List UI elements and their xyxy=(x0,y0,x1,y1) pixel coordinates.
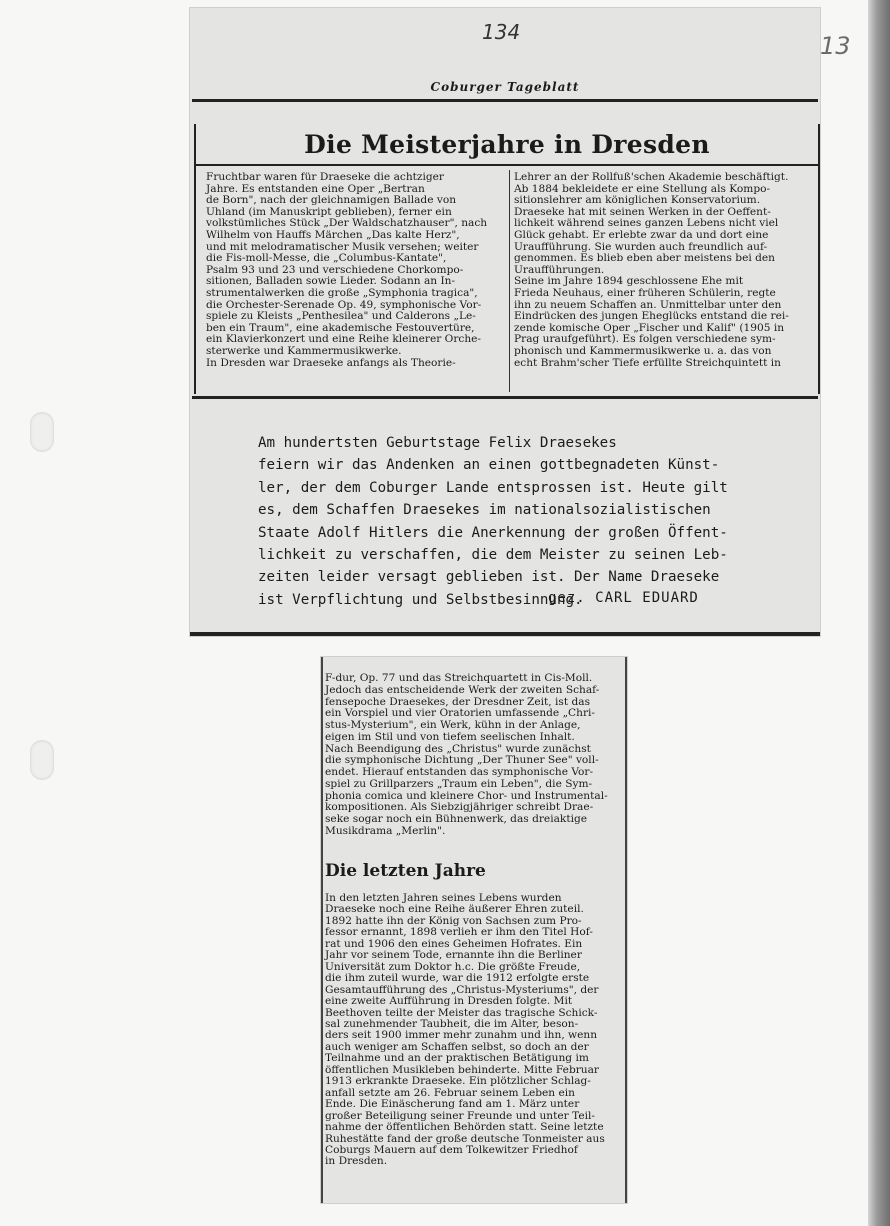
text-line: ein Vorspiel und vier Oratorien umfassende „Chri- xyxy=(325,707,596,720)
text-line: Glück gehabt. Er erlebte zwar da und dort eine xyxy=(514,228,769,241)
text-line: Staate Adolf Hitlers die Anerkennung der großen Öffent- xyxy=(258,524,728,541)
text-line: de Born", nach der gleichnamigen Ballade von xyxy=(206,194,457,207)
text-line: rat und 1906 den eines Geheimen Hofrates. Ein xyxy=(325,937,583,950)
headline-rule xyxy=(196,164,818,166)
text-line: Draeseke hat mit seinen Werken in der Oeffent- xyxy=(514,205,771,218)
masthead-rule xyxy=(192,99,818,102)
text-line: Lehrer an der Rollfuß'schen Akademie beschäftigt. xyxy=(514,171,789,183)
signature-line: gez. CARL EDUARD xyxy=(548,590,699,606)
text-line: eigen im Stil und von tiefem seelischen Inhalt. xyxy=(325,730,575,743)
text-line: Jahr vor seinem Tode, ernannte ihn die Berliner xyxy=(325,949,582,962)
clipping-left-edge xyxy=(321,657,323,1203)
text-line: ler, der dem Coburger Lande entsprossen ist. Heute gilt xyxy=(258,479,728,496)
text-line: Prag uraufgeführt). Es folgen verschiedene sym- xyxy=(514,333,776,346)
text-line: seke sogar noch ein Bühnenwerk, das dreiaktige xyxy=(325,813,588,825)
column-separator xyxy=(509,170,510,392)
text-line: strumentalwerken die große „Symphonia tragica", xyxy=(206,286,478,299)
text-line: öffentlichen Musikleben behinderte. Mitte Februar xyxy=(325,1063,599,1076)
text-line: die Orchester-Serenade Op. 49, symphonische Vor- xyxy=(206,298,482,311)
text-line: sal zunehmender Taubheit, die im Alter, beson- xyxy=(325,1017,579,1030)
text-line: F-dur, Op. 77 und das Streichquartett in Cis-Moll. xyxy=(325,672,593,684)
text-line: In den letzten Jahren seines Lebens wurden xyxy=(325,892,562,904)
punch-hole-bottom xyxy=(30,740,54,780)
text-line: volkstümliches Stück „Der Waldschatzhauser", nach xyxy=(206,217,488,230)
text-line: endet. Hierauf entstanden das symphonische Vor- xyxy=(325,766,594,778)
text-line: und mit melodramatischer Musik versehen; weiter xyxy=(206,240,479,253)
text-line: kompositionen. Als Siebzigjähriger schreibt Drae- xyxy=(325,801,594,814)
text-line: Fruchtbar waren für Draeseke die achtziger xyxy=(206,171,444,183)
text-line: Jedoch das entscheidende Werk der zweiten Schaf- xyxy=(325,683,600,696)
text-line: Ruhestätte fand der große deutsche Tonmeister aus xyxy=(325,1132,605,1145)
right-column xyxy=(514,172,814,369)
text-line: die symphonische Dichtung „Der Thuner See" voll- xyxy=(325,754,599,767)
text-line: Universität zum Doktor h.c. Die größte Freude, xyxy=(325,960,581,973)
continuation-text xyxy=(325,673,625,838)
section-subheading: Die letzten Jahre xyxy=(325,861,486,881)
text-line: spiel zu Grillparzers „Traum ein Leben", die Sym- xyxy=(325,777,593,790)
text-line: zende komische Oper „Fischer und Kalif" (1905 in xyxy=(514,321,785,334)
last-years-text xyxy=(325,893,625,1168)
text-line: Wilhelm von Hauffs Märchen „Das kalte Herz", xyxy=(206,228,460,241)
paper-edge-shadow xyxy=(868,0,890,1226)
text-line: Eindrücken des jungen Eheglücks entstand die rei- xyxy=(514,310,789,323)
text-line: feiern wir das Andenken an einen gottbegnadeten Künst- xyxy=(258,457,720,474)
text-line: fessor ernannt, 1898 verlieh er ihm den Titel Hof- xyxy=(325,926,593,939)
text-line: Seine im Jahre 1894 geschlossene Ehe mit xyxy=(514,275,744,288)
text-line: Ende. Die Einäscherung fand am 1. März unter xyxy=(325,1098,580,1111)
text-line: es, dem Schaffen Draesekes im nationalsozialistischen xyxy=(258,502,711,519)
text-line: anfall setzte am 26. Februar seinem Leben ein xyxy=(325,1086,575,1099)
article-box xyxy=(194,124,820,394)
text-line: großer Beteiligung seiner Freunde und unter Teil- xyxy=(325,1109,595,1122)
text-line: In Dresden war Draeseke anfangs als Theorie- xyxy=(206,356,456,369)
text-line: phonia comica und kleinere Chor- und Instrumental- xyxy=(325,789,608,802)
text-line: Beethoven teilte der Meister das tragische Schick- xyxy=(325,1006,598,1019)
text-line: lichkeit zu verschaffen, die dem Meister zu seinen Leb- xyxy=(258,547,728,564)
text-line: die ihm zuteil wurde, war die 1912 erfolgte erste xyxy=(325,972,590,985)
text-line: Teilnahme und an der praktischen Betätigung im xyxy=(325,1052,589,1065)
text-line: ihn zu neuem Schaffen an. Unmittelbar unter den xyxy=(514,298,782,311)
text-line: Jahre. Es entstanden eine Oper „Bertran xyxy=(206,182,425,195)
article-bottom-rule xyxy=(192,396,818,399)
text-line: Uhland (im Manuskript geblieben), ferner ein xyxy=(206,205,452,218)
clipping-right-edge xyxy=(625,657,627,1203)
text-line: 1913 erkrankte Draeseke. Ein plötzlicher Schlag- xyxy=(325,1075,591,1088)
text-line: Nach Beendigung des „Christus" wurde zunächst xyxy=(325,742,591,755)
text-line: in Dresden. xyxy=(325,1155,388,1168)
text-line: nahme der öffentlichen Behörden statt. Seine letzte xyxy=(325,1121,604,1134)
text-line: Uraufführung. Sie wurden auch freundlich auf- xyxy=(514,240,768,253)
text-line: sterwerke und Kammermusikwerke. xyxy=(206,344,402,357)
text-line: Musikdrama „Merlin". xyxy=(325,824,446,837)
text-line: phonisch und Kammermusikwerke u. a. das von xyxy=(514,344,772,357)
text-line: ist Verpflichtung und Selbstbesinnung. xyxy=(258,591,583,608)
newspaper-clipping-bottom xyxy=(321,657,627,1203)
text-line: Draeseke noch eine Reihe äußerer Ehren zuteil. xyxy=(325,903,584,916)
punch-hole-top xyxy=(30,412,54,452)
text-line: Uraufführungen. xyxy=(514,263,605,276)
newspaper-masthead: Coburger Tageblatt xyxy=(430,80,580,94)
text-line: fensepoche Draesekes, der Dresdner Zeit, ist das xyxy=(325,695,591,708)
newspaper-clipping-top xyxy=(190,8,820,636)
text-line: ben ein Traum", eine akademische Festouvertüre, xyxy=(206,321,475,334)
text-line: echt Brahm'scher Tiefe erfüllte Streichquintett in xyxy=(514,356,781,369)
text-line: Am hundertsten Geburtstage Felix Draesekes xyxy=(258,435,617,451)
pencil-page-mark: 13 xyxy=(820,32,851,60)
text-line: genommen. Es blieb eben aber meistens bei den xyxy=(514,252,775,265)
text-line: 1892 hatte ihn der König von Sachsen zum Pro- xyxy=(325,914,582,927)
text-line: Gesamtaufführung des „Christus-Mysteriums", der xyxy=(325,983,599,996)
text-line: sitionslehrer am königlichen Konservatorium. xyxy=(514,194,761,207)
text-line: ders seit 1900 immer mehr zunahm und ihn, wenn xyxy=(325,1029,598,1042)
left-column xyxy=(206,172,506,369)
text-line: Ab 1884 bekleidete er eine Stellung als Kompo- xyxy=(514,182,771,195)
clipping-bottom-rule xyxy=(190,632,820,636)
text-line: Coburgs Mauern auf dem Tolkewitzer Friedhof xyxy=(325,1143,578,1156)
text-line: eine zweite Aufführung in Dresden folgte. Mit xyxy=(325,995,573,1008)
text-line: spiele zu Kleists „Penthesilea" und Calderons „Le- xyxy=(206,310,476,323)
text-line: auch weniger am Schaffen selbst, so doch an der xyxy=(325,1040,589,1053)
article-headline: Die Meisterjahre in Dresden xyxy=(304,130,710,159)
text-line: die Fis-moll-Messe, die „Columbus-Kantate", xyxy=(206,252,447,265)
tribute-text xyxy=(258,432,818,611)
handwritten-page-number: 134 xyxy=(482,20,521,44)
text-line: lichkeit während seines ganzen Lebens nicht viel xyxy=(514,217,779,230)
text-line: sitionen, Balladen sowie Lieder. Sodann an In- xyxy=(206,275,456,288)
text-line: Psalm 93 und 23 und verschiedene Chorkompo- xyxy=(206,263,464,276)
text-line: ein Klavierkonzert und eine Reihe kleinerer Orche- xyxy=(206,333,482,346)
text-line: stus-Mysterium", ein Werk, kühn in der Anlage, xyxy=(325,719,581,731)
text-line: zeiten leider versagt geblieben ist. Der Name Draeseke xyxy=(258,569,720,586)
text-line: Frieda Neuhaus, einer früheren Schülerin, regte xyxy=(514,286,776,299)
